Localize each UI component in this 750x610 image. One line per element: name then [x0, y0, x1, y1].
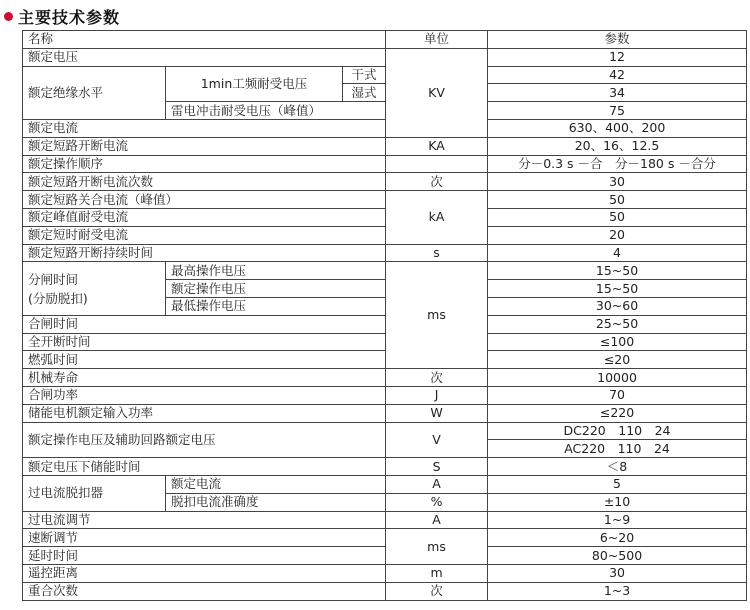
- table-row: [23, 547, 747, 565]
- row-name: 额定短路开断持续时间: [23, 244, 386, 262]
- row-name: 额定操作顺序: [23, 155, 386, 173]
- row-unit: KV: [386, 48, 488, 137]
- row-subname: 湿式: [343, 84, 386, 102]
- bullet-dot-icon: [4, 12, 13, 21]
- row-name: 机械寿命: [23, 369, 386, 387]
- row-unit: 次: [386, 369, 488, 387]
- parameters-table: [22, 30, 747, 601]
- row-name: 额定绝缘水平: [23, 66, 166, 119]
- row-value: 10000: [488, 369, 747, 387]
- row-value: DC220 110 24: [488, 422, 747, 440]
- row-value: 15~50: [488, 262, 747, 280]
- table-row: [23, 66, 747, 84]
- row-unit: s: [386, 244, 488, 262]
- row-value: ≤20: [488, 351, 747, 369]
- row-value: ＜8: [488, 458, 747, 476]
- row-subname: 脱扣电流准确度: [166, 493, 386, 511]
- table-row: [23, 386, 747, 404]
- header-name: 名称: [23, 31, 386, 49]
- row-value: 30~60: [488, 297, 747, 315]
- table-row: [23, 137, 747, 155]
- table-row: [23, 333, 747, 351]
- row-name: 额定电压: [23, 48, 386, 66]
- table-row: [23, 369, 747, 387]
- row-value: 80~500: [488, 547, 747, 565]
- row-name: 储能电机额定输入功率: [23, 404, 386, 422]
- row-name: 速断调节: [23, 529, 386, 547]
- row-unit: J: [386, 386, 488, 404]
- section-title: [4, 6, 120, 26]
- row-value: 30: [488, 173, 747, 191]
- table-row: [23, 404, 747, 422]
- row-value: ≤220: [488, 404, 747, 422]
- row-unit: [386, 155, 488, 173]
- row-name: 额定峰值耐受电流: [23, 208, 386, 226]
- row-unit: V: [386, 422, 488, 458]
- row-unit: A: [386, 475, 488, 493]
- row-unit: 次: [386, 173, 488, 191]
- row-value: 34: [488, 84, 747, 102]
- row-name: 额定短路开断电流: [23, 137, 386, 155]
- row-unit: m: [386, 564, 488, 582]
- row-name: 过电流调节: [23, 511, 386, 529]
- header-value: 参数: [488, 31, 747, 49]
- row-unit: 次: [386, 582, 488, 600]
- row-value: 分－0.3 s －合 分－180 s －合分: [488, 155, 747, 173]
- table-row: [23, 244, 747, 262]
- row-value: 30: [488, 564, 747, 582]
- row-name: 延时时间: [23, 547, 386, 565]
- row-name: 额定电压下储能时间: [23, 458, 386, 476]
- row-name: 额定短路关合电流（峰值）: [23, 191, 386, 209]
- table-row: [23, 475, 747, 493]
- table-row: [23, 262, 747, 280]
- row-value: 630、400、200: [488, 119, 747, 137]
- table-row: [23, 511, 747, 529]
- table-row: [23, 48, 747, 66]
- row-value: AC220 110 24: [488, 440, 747, 458]
- row-unit: kA: [386, 191, 488, 244]
- page-title: 主要技术参数: [18, 7, 121, 27]
- row-subname: 雷电冲击耐受电压（峰值）: [166, 102, 386, 120]
- row-value: 15~50: [488, 280, 747, 298]
- row-value: 75: [488, 102, 747, 120]
- table-row: [23, 458, 747, 476]
- table-row: [23, 564, 747, 582]
- row-value: 20、16、12.5: [488, 137, 747, 155]
- row-value: 25~50: [488, 315, 747, 333]
- row-value: ±10: [488, 493, 747, 511]
- table-row: [23, 315, 747, 333]
- row-name: 过电流脱扣器: [23, 475, 166, 511]
- row-subname: 最低操作电压: [166, 297, 386, 315]
- table-header-row: [23, 31, 747, 49]
- row-unit: %: [386, 493, 488, 511]
- row-value: 70: [488, 386, 747, 404]
- row-value: 4: [488, 244, 747, 262]
- row-name: 遥控距离: [23, 564, 386, 582]
- header-unit: 单位: [386, 31, 488, 49]
- row-unit: ms: [386, 262, 488, 369]
- row-value: 12: [488, 48, 747, 66]
- table-row: [23, 422, 747, 440]
- row-unit: A: [386, 511, 488, 529]
- row-name: 额定短路开断电流次数: [23, 173, 386, 191]
- row-value: 20: [488, 226, 747, 244]
- row-unit: KA: [386, 137, 488, 155]
- row-value: 50: [488, 191, 747, 209]
- table-row: [23, 155, 747, 173]
- row-name: 额定电流: [23, 119, 386, 137]
- row-subname: 额定电流: [166, 475, 386, 493]
- row-unit: W: [386, 404, 488, 422]
- table-row: [23, 208, 747, 226]
- row-value: 5: [488, 475, 747, 493]
- row-name: 额定操作电压及辅助回路额定电压: [23, 422, 386, 458]
- row-name: 合闸时间: [23, 315, 386, 333]
- row-value: ≤100: [488, 333, 747, 351]
- table-row: [23, 351, 747, 369]
- row-unit: ms: [386, 529, 488, 565]
- table-row: [23, 582, 747, 600]
- table-row: [23, 226, 747, 244]
- row-value: 42: [488, 66, 747, 84]
- row-name: 全开断时间: [23, 333, 386, 351]
- table-row: [23, 173, 747, 191]
- row-value: 6~20: [488, 529, 747, 547]
- row-subname: 干式: [343, 66, 386, 84]
- table-row: [23, 529, 747, 547]
- row-subname: 1min工频耐受电压: [166, 66, 343, 102]
- row-name: 额定短时耐受电流: [23, 226, 386, 244]
- table-row: [23, 119, 747, 137]
- table-row: [23, 191, 747, 209]
- row-subname: 最高操作电压: [166, 262, 386, 280]
- row-name: 分闸时间 (分励脱扣): [23, 262, 166, 315]
- row-subname: 额定操作电压: [166, 280, 386, 298]
- row-value: 1~3: [488, 582, 747, 600]
- row-unit: S: [386, 458, 488, 476]
- row-name: 燃弧时间: [23, 351, 386, 369]
- row-value: 1~9: [488, 511, 747, 529]
- row-value: 50: [488, 208, 747, 226]
- row-name: 重合次数: [23, 582, 386, 600]
- row-name: 合闸功率: [23, 386, 386, 404]
